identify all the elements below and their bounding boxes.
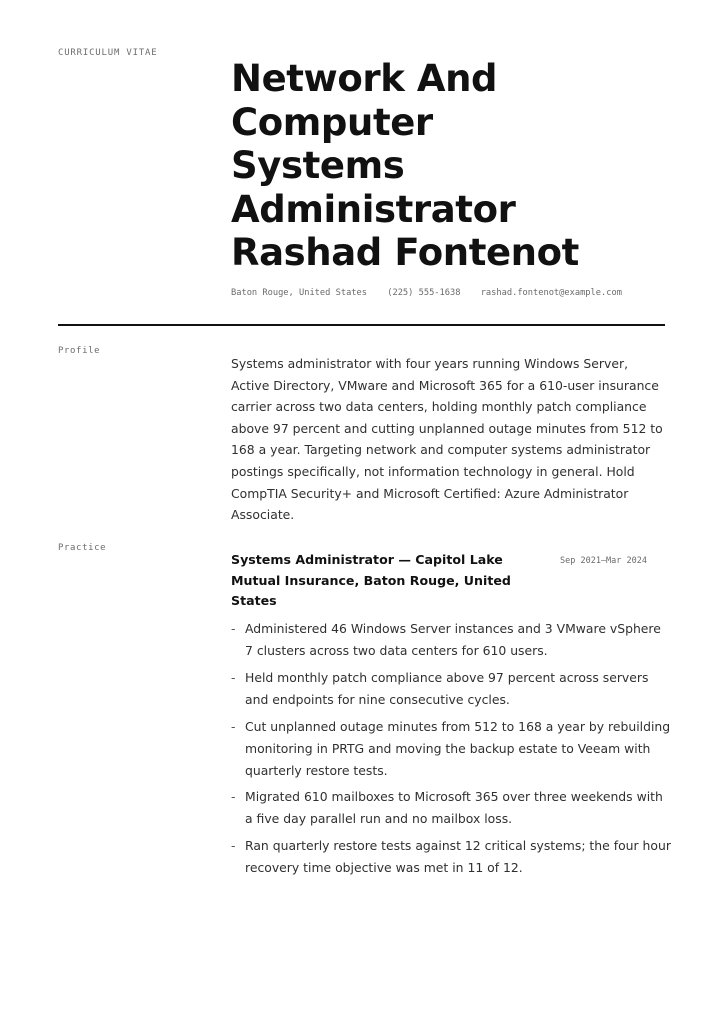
list-item [231,716,671,782]
section-label-practice: Practice [58,543,107,553]
bullet-text: Held monthly patch compliance above 97 percent across servers and endpoints for nine consecutive cycles. [245,669,649,707]
job-bullet-list [231,618,671,884]
contact-location: Baton Rouge, United States [231,288,367,298]
profile-summary: Systems administrator with four years running Windows Server, Active Directory, VMware and Microsoft 365 for a 610-user insurance carrier across two data centers, holding monthly patch compliance above 97 percent and cutting unplanned outage minutes from 512 to 168 a year. Targeting network and computer systems administrator postings specifically, not information technology in general. Hold CompTIA Security+ and Microsoft Certified: Azure Administrator Associate. [231,356,663,523]
bullet-marker: - [231,621,236,636]
job-dates: Sep 2021–Mar 2024 [560,556,647,566]
bullet-marker: - [231,718,236,734]
title-line: Network And [231,57,498,100]
bullet-marker: - [231,838,236,854]
contact-phone: (225) 555-1638 [387,288,461,298]
bullet-text: Migrated 610 mailboxes to Microsoft 365 over three weekends with a five day parallel run and no mailbox loss. [245,789,663,827]
list-item [231,835,671,879]
bullet-text: Ran quarterly restore tests against 12 critical systems; the four hour recovery time objective was met in 11 of 12. [245,838,671,876]
bullet-marker: - [231,669,236,685]
job-title: Systems Administrator — Capitol Lake Mutual Insurance, Baton Rouge, United States [231,552,511,608]
bullet-marker: - [231,789,236,805]
title-line: Computer [231,100,433,144]
section-label-profile: Profile [58,346,101,356]
list-item [231,786,671,830]
title-line: Administrator [231,187,516,231]
header-divider [58,324,665,326]
list-item [231,667,671,711]
bullet-text: Cut unplanned outage minutes from 512 to 168 a year by rebuilding monitoring in PRTG and moving the backup estate to Veeam with quarterly restore tests. [245,718,671,778]
list-item [231,618,671,662]
page-title [231,57,701,275]
contact-line [231,288,622,298]
document-eyebrow: CURRICULUM VITAE [58,48,158,58]
bullet-text: Administered 46 Windows Server instances and 3 VMware vSphere 7 clusters across two data centers for 610 users. [245,621,661,658]
title-line-name: Rashad Fontenot [231,231,579,274]
title-line: Systems [231,144,405,187]
contact-email: rashad.fontenot@example.com [480,288,622,298]
